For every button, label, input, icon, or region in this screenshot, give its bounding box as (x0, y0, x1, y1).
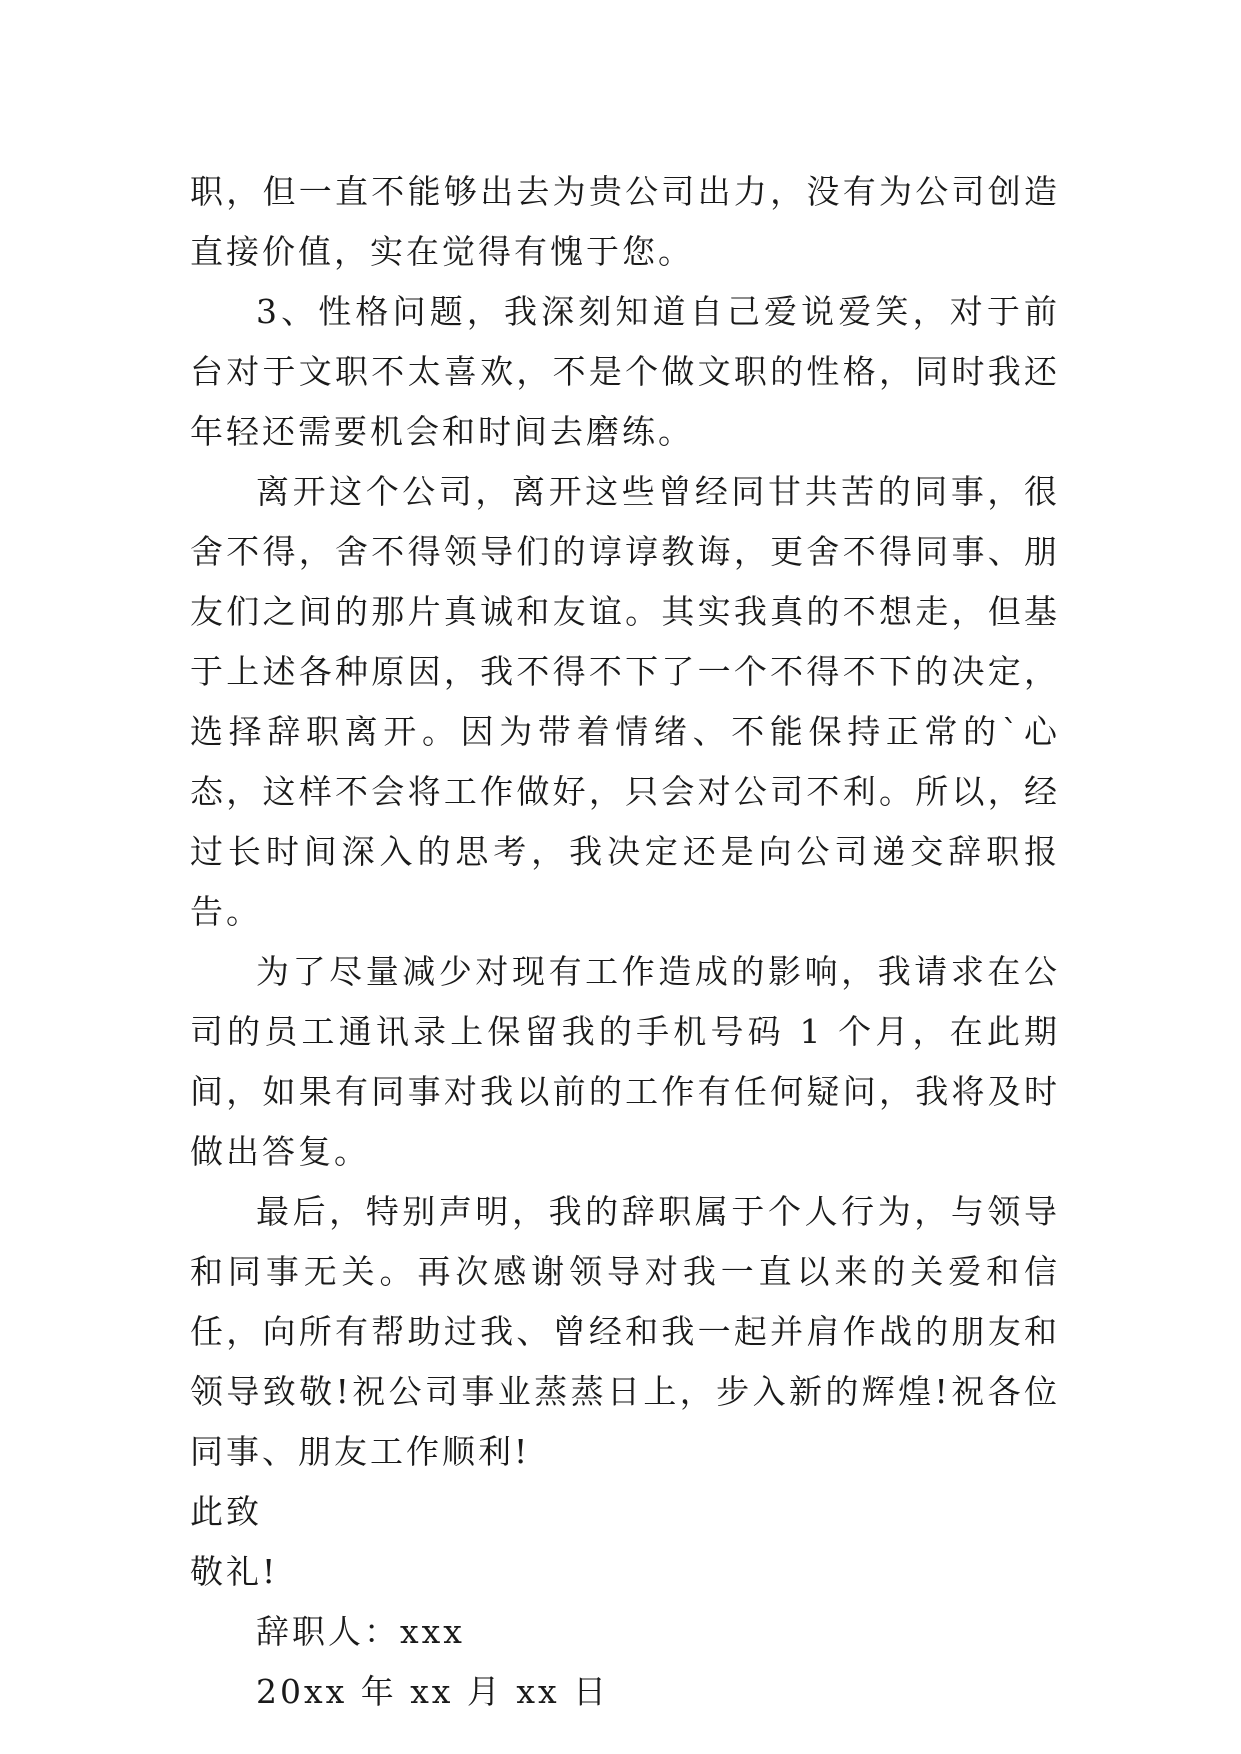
paragraph-5: 最后，特别声明，我的辞职属于个人行为，与领导和同事无关。再次感谢领导对我一直以来的关爱和信任，向所有帮助过我、曾经和我一起并肩作战的朋友和领导致敬!祝公司事业蒸蒸日上，步入新的辉煌!祝各位同事、朋友工作顺利! (190, 1192, 1060, 1471)
paragraph-3: 离开这个公司，离开这些曾经同甘共苦的同事，很舍不得，舍不得领导们的谆谆教诲，更舍不得同事、朋友们之间的那片真诚和友谊。其实我真的不想走，但基于上述各种原因，我不得不下了一个不得不下的决定，选择辞职离开。因为带着情绪、不能保持正常的`心态，这样不会将工作做好，只会对公司不利。所以，经过长时间深入的思考，我决定还是向公司递交辞职报告。 (190, 472, 1060, 931)
paragraph-2: 3、性格问题，我深刻知道自己爱说爱笑，对于前台对于文职不太喜欢，不是个做文职的性格，同时我还年轻还需要机会和时间去磨练。 (190, 292, 1060, 451)
paragraph-4: 为了尽量减少对现有工作造成的影响，我请求在公司的员工通讯录上保留我的手机号码 1 个月，在此期间，如果有同事对我以前的工作有任何疑问，我将及时做出答复。 (190, 952, 1060, 1171)
paragraph-1: 职，但一直不能够出去为贵公司出力，没有为公司创造直接价值，实在觉得有愧于您。 (190, 172, 1060, 271)
closing-salutation-2: 敬礼! (190, 1552, 279, 1591)
closing-salutation-1: 此致 (190, 1492, 262, 1531)
date-line: 20xx 年 xx 月 xx 日 (256, 1672, 610, 1711)
signature-line: 辞职人：xxx (256, 1612, 465, 1651)
letter-body (190, 162, 1060, 1722)
